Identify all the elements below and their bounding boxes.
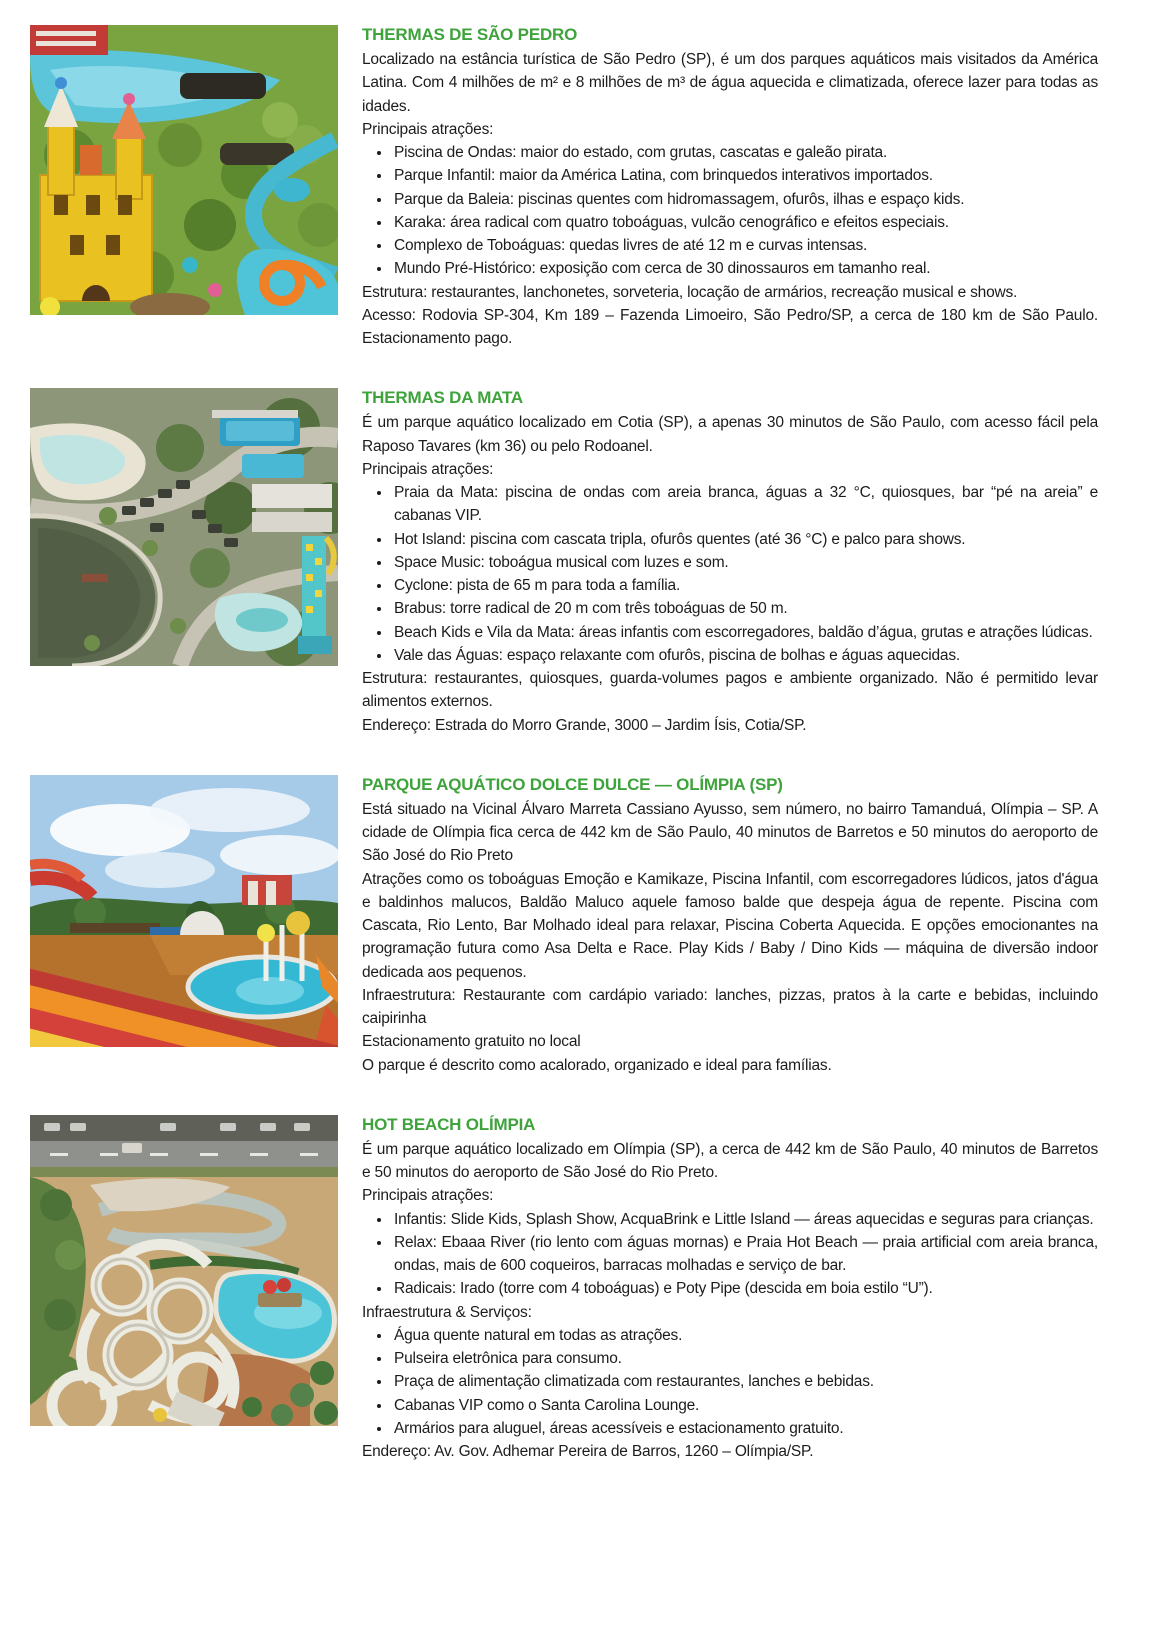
attraction-item: • Cabanas VIP como o Santa Carolina Lounge. xyxy=(392,1394,1098,1417)
paragraph: Acesso: Rodovia SP-304, Km 189 – Fazenda Limoeiro, São Pedro/SP, a cerca de 180 km de São Paulo. Estacionamento pago. xyxy=(362,306,1098,347)
section-hot-beach-olimpia xyxy=(30,1115,1098,1464)
section-dolce-dulce xyxy=(30,775,1098,1077)
racing-slides-photo-illustration xyxy=(30,775,338,1047)
attraction-item: • Mundo Pré-Histórico: exposição com cerca de 30 dinossauros em tamanho real. xyxy=(392,257,1098,280)
attraction-item: • Complexo de Toboáguas: quedas livres de até 12 m e curvas intensas. xyxy=(392,234,1098,257)
attractions-list xyxy=(362,141,1098,281)
paragraph: O parque é descrito como acalorado, organizado e ideal para famílias. xyxy=(362,1056,832,1074)
photo-hot-beach-olimpia xyxy=(30,1115,338,1464)
attraction-item: • Praça de alimentação climatizada com restaurantes, lanches e bebidas. xyxy=(392,1370,1098,1393)
attraction-item: • Vale das Águas: espaço relaxante com ofurôs, piscina de bolhas e águas aquecidas. xyxy=(392,644,1098,667)
park-title: THERMAS DA MATA xyxy=(362,388,523,408)
attraction-item: • Karaka: área radical com quatro toboáguas, vulcão cenográfico e efeitos especiais. xyxy=(392,211,1098,234)
attraction-item: • Relax: Ebaaa River (rio lento com águas mornas) e Praia Hot Beach — praia artificial com areia branca, ondas, mais de 600 coqueiros, barracas molhadas e serviço de bar. xyxy=(392,1231,1098,1278)
loop-slides-photo-illustration xyxy=(30,1115,338,1426)
paragraph: Estrutura: restaurantes, lanchonetes, sorveteria, locação de armários, recreação musical e shows. xyxy=(362,283,1018,301)
photo-dolce-dulce xyxy=(30,775,338,1077)
paragraph: Principais atrações: xyxy=(362,1187,494,1205)
section-thermas-de-sao-pedro xyxy=(30,25,1098,350)
attractions-list xyxy=(362,1208,1098,1301)
attraction-item: • Água quente natural em todas as atrações. xyxy=(392,1324,1098,1347)
paragraph: Principais atrações: xyxy=(362,120,494,138)
paragraph: Principais atrações: xyxy=(362,460,494,478)
paragraph: Estacionamento gratuito no local xyxy=(362,1033,581,1051)
paragraph: Atrações como os toboáguas Emoção e Kamikaze, Piscina Infantil, com escorregadores lúdicos, jatos d'água e baldinhos malucos, Baldão Maluco aquele famoso balde que despeja água de repente. Piscina com Cascata, Rio Lento, Bar Molhado ideal para relaxar, Piscina Coberta Aquecida. E opções emocionantes na programação futura como Asa Delta e Race. Play Kids / Baby / Dino Kids — máquina de diversão indoor dedicada aos pequenos. xyxy=(362,870,1098,981)
attraction-item: • Hot Island: piscina com cascata tripla, ofurôs quentes (até 36 °C) e palco para shows. xyxy=(392,528,1098,551)
park-body xyxy=(362,411,1098,737)
paragraph: Está situado na Vicinal Álvaro Marreta Cassiano Ayusso, sem número, no bairro Tamanduá, Olímpia – SP. A cidade de Olímpia fica cerca de 442 km de São Paulo, 40 minutos de Barretos e 50 minutos do aeroporto de São José do Rio Preto xyxy=(362,800,1098,865)
attractions-list xyxy=(362,1324,1098,1440)
attraction-item: • Armários para aluguel, áreas acessíveis e estacionamento gratuito. xyxy=(392,1417,1098,1440)
park-title: THERMAS DE SÃO PEDRO xyxy=(362,25,578,44)
attraction-item: • Infantis: Slide Kids, Splash Show, AcquaBrink e Little Island — áreas aquecidas e seguras para crianças. xyxy=(392,1208,1098,1231)
attraction-item: • Space Music: toboágua musical com luzes e som. xyxy=(392,551,1098,574)
paragraph: Estrutura: restaurantes, quiosques, guarda-volumes pagos e ambiente organizado. Não é permitido levar alimentos externos. xyxy=(362,670,1098,711)
attraction-item: • Radicais: Irado (torre com 4 toboáguas) e Poty Pipe (descida em boia estilo “U”). xyxy=(392,1277,1098,1300)
park-body xyxy=(362,1138,1098,1464)
paragraph: Infraestrutura & Serviços: xyxy=(362,1303,532,1321)
attraction-item: • Praia da Mata: piscina de ondas com areia branca, águas a 32 °C, quiosques, bar “pé na areia” e cabanas VIP. xyxy=(392,481,1098,528)
lake-waterpark-photo-illustration xyxy=(30,388,338,666)
attraction-item: • Parque da Baleia: piscinas quentes com hidromassagem, ofurôs, ilhas e espaço kids. xyxy=(392,188,1098,211)
park-title: HOT BEACH OLÍMPIA xyxy=(362,1114,536,1134)
paragraph: Infraestrutura: Restaurante com cardápio variado: lanches, pizzas, pratos à la carte e bebidas, incluindo caipirinha xyxy=(362,986,1098,1027)
attraction-item: • Beach Kids e Vila da Mata: áreas infantis com escorregadores, baldão d’água, grutas e atrações lúdicas. xyxy=(392,621,1098,644)
photo-thermas-da-mata xyxy=(30,388,338,737)
attraction-item: • Cyclone: pista de 65 m para toda a família. xyxy=(392,574,1098,597)
attraction-item: • Piscina de Ondas: maior do estado, com grutas, cascatas e galeão pirata. xyxy=(392,141,1098,164)
park-body xyxy=(362,48,1098,350)
castle-waterpark-photo-illustration xyxy=(30,25,338,315)
paragraph: Endereço: Av. Gov. Adhemar Pereira de Barros, 1260 – Olímpia/SP. xyxy=(362,1443,814,1460)
park-title: PARQUE AQUÁTICO DOLCE DULCE — OLÍMPIA (SP) xyxy=(362,774,783,794)
attraction-item: • Parque Infantil: maior da América Latina, com brinquedos interativos importados. xyxy=(392,164,1098,187)
photo-thermas-de-sao-pedro xyxy=(30,25,338,350)
attractions-list xyxy=(362,481,1098,667)
park-body xyxy=(362,798,1098,1077)
paragraph: Localizado na estância turística de São Pedro (SP), é um dos parques aquáticos mais visitados da América Latina. Com 4 milhões de m² e 8 milhões de m³ de água aquecida e climatizada, oferece lazer para todas as idades. xyxy=(362,51,1098,115)
attraction-item: • Pulseira eletrônica para consumo. xyxy=(392,1347,1098,1370)
paragraph: Endereço: Estrada do Morro Grande, 3000 – Jardim Ísis, Cotia/SP. xyxy=(362,716,807,734)
attraction-item: • Brabus: torre radical de 20 m com três toboáguas de 50 m. xyxy=(392,597,1098,620)
paragraph: É um parque aquático localizado em Olímpia (SP), a cerca de 442 km de São Paulo, 40 minutos de Barretos e 50 minutos do aeroporto de São José do Rio Preto. xyxy=(362,1140,1098,1181)
section-thermas-da-mata xyxy=(30,388,1098,737)
paragraph: É um parque aquático localizado em Cotia (SP), a apenas 30 minutos de São Paulo, com acesso fácil pela Raposo Tavares (km 36) ou pelo Rodoanel. xyxy=(362,414,1098,455)
